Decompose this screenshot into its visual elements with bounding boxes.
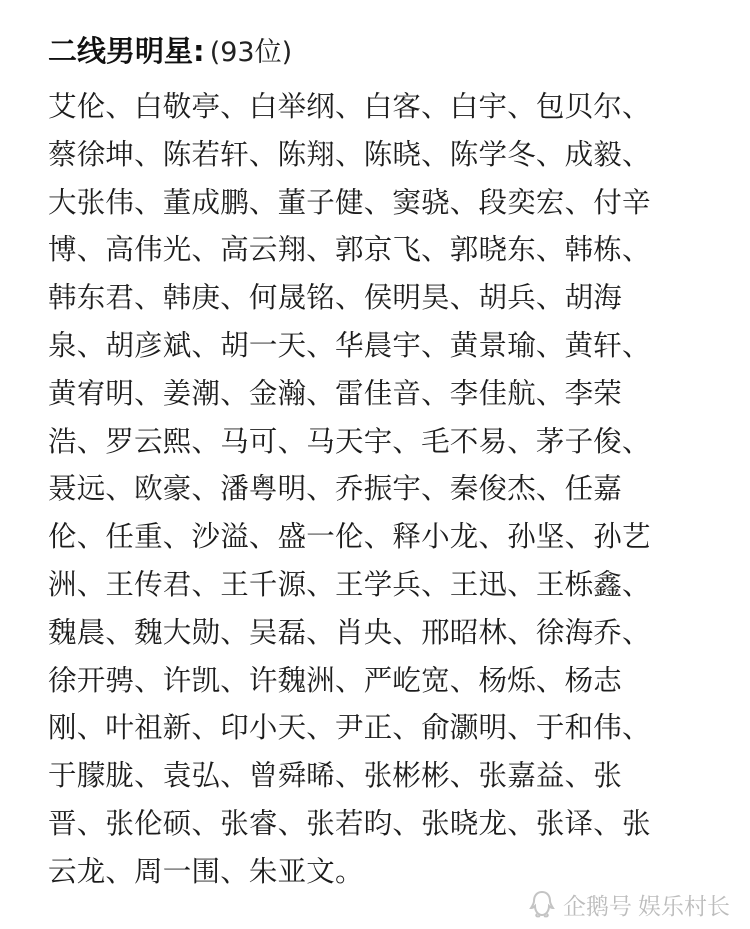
text-line: 艾伦、白敬亭、白举纲、白客、白宇、包贝尔、	[48, 90, 651, 123]
watermark-platform: 企鹅号	[563, 893, 632, 920]
text-line: 蔡徐坤、陈若轩、陈翔、陈晓、陈学冬、成毅、	[48, 137, 651, 171]
text-line: 泉、胡彦斌、胡一天、华晨宇、黄景瑜、黄轩、	[48, 328, 651, 362]
text-line: 魏晨、魏大勋、吴磊、肖央、邢昭林、徐海乔、	[48, 615, 651, 649]
text-line: 晋、张伦硕、张睿、张若昀、张晓龙、张译、张	[48, 806, 651, 840]
penguin-logo-icon	[527, 889, 557, 919]
text-line: 大张伟、董成鹏、董子健、窦骁、段奕宏、付辛	[48, 185, 651, 219]
heading-count: (93位)	[209, 37, 293, 68]
text-line: 韩东君、韩庚、何晟铭、侯明昊、胡兵、胡海	[48, 281, 623, 315]
text-line: 聂远、欧豪、潘粤明、乔振宇、秦俊杰、任嘉	[48, 472, 623, 506]
section-heading	[48, 26, 292, 76]
text-line: 黄宥明、姜潮、金瀚、雷佳音、李佳航、李荣	[48, 376, 623, 410]
watermark-author: 娱乐村长	[638, 893, 730, 920]
text-line: 云龙、周一围、朱亚文。	[48, 854, 364, 888]
text-line: 博、高伟光、高云翔、郭京飞、郭晓东、韩栋、	[48, 233, 651, 267]
text-line: 浩、罗云熙、马可、马天宇、毛不易、茅子俊、	[48, 424, 651, 458]
text-line: 徐开骋、许凯、许魏洲、严屹宽、杨烁、杨志	[48, 663, 623, 697]
heading-title: 二线男明星:	[48, 34, 205, 68]
text-line: 于朦胧、袁弘、曾舜晞、张彬彬、张嘉益、张	[48, 759, 623, 793]
name-list	[48, 83, 738, 896]
text-line: 伦、任重、沙溢、盛一伦、释小龙、孙坚、孙艺	[48, 520, 651, 554]
watermark	[527, 887, 730, 921]
text-line: 洲、王传君、王千源、王学兵、王迅、王栎鑫、	[48, 567, 651, 601]
text-line: 刚、叶祖新、印小天、尹正、俞灏明、于和伟、	[48, 711, 651, 745]
